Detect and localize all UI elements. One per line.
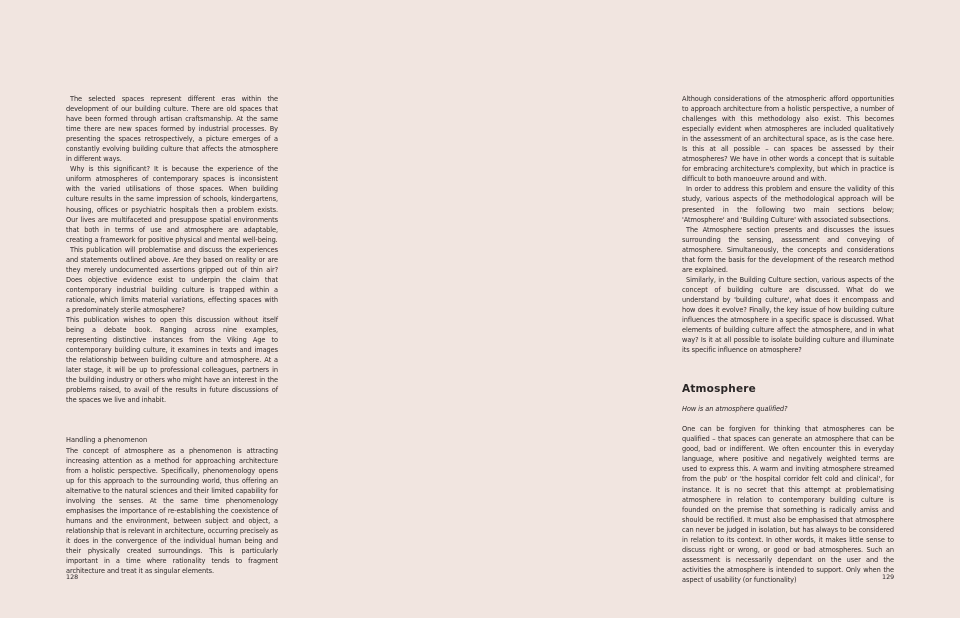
body-paragraph: In order to address this problem and ensure the validity of this study, various aspects of the methodological approach will be presented in the following two main sections below; 'Atmosphere' and 'Building Culture' with associated subsections.: [682, 185, 894, 224]
intro-paragraph: This publication wishes to open this discussion without itself being a debate book. Ranging across nine examples, representing distinctive instances from the Viking Age to contemporary building culture, it examines in texts and images the relationship between building culture and atmosphere. At a later stage, it will be up to professional colleagues, partners in the building industry or others who might have an interest in the problems raised, to avail of the results in future discussions of the spaces we live and inhabit.: [66, 316, 278, 405]
subheading: Handling a phenomenon: [66, 436, 148, 445]
page-number: 128: [66, 573, 79, 581]
right-text-column: [682, 94, 894, 585]
section-title: Atmosphere: [682, 383, 756, 396]
section-question: How is an atmosphere qualified?: [682, 405, 788, 414]
right-page: [480, 0, 960, 618]
body-paragraph: Similarly, in the Building Culture section, various aspects of the concept of building culture are discussed. What do we understand by 'building culture', what does it encompass and how does it evolve? Finally, the key issue of how building culture influences the atmosphere in a specific space is discussed. What elements of building culture affect the atmosphere, and in what way? Is it at all possible to isolate building culture and illuminate its specific influence on atmosphere?: [682, 275, 894, 355]
body-paragraph: The Atmosphere section presents and discusses the issues surrounding the sensing, assessment and conveying of atmosphere. Simultaneously, the concepts and considerations that form the basis for the development of the research method are explained.: [682, 225, 894, 274]
intro-paragraph: The selected spaces represent different eras within the development of our building culture. There are old spaces that have been formed through artisan craftsmanship. At the same time there are new spaces formed by industrial processes. By presenting the spaces retrospectively, a picture emerges of a constantly evolving building culture that affects the atmosphere in different ways.: [66, 95, 278, 164]
section-paragraph: One can be forgiven for thinking that atmospheres can be qualified – that spaces can generate an atmosphere that can be good, bad or indifferent. We often encounter this in everyday language, where positive and negatively weighted terms are used to express this. A warm and inviting atmosphere streamed from the pub' or 'the hospital corridor felt cold and clinical', for instance. It is no secret that this attempt at problematising atmosphere in relation to contemporary building culture is founded on the premise that something is radically amiss and should be rectified. It must also be emphasised that atmosphere can never be judged in isolation, but has always to be considered in relation to its context. In other words, it makes little sense to discuss right or wrong, or good or bad atmospheres. Such an assessment is necessarily dependant on the user and the activities the atmosphere is intended to support. Only when the aspect of usability (or functionality): [682, 425, 894, 584]
page-number: 129: [882, 573, 895, 581]
section-paragraph: The concept of atmosphere as a phenomenon is attracting increasing attention as a method for approaching architecture from a holistic perspective. Specifically, phenomenology opens up for this approach to the surrounding world, thus offering an alternative to the natural sciences and their limited capability for involving the senses. At the same time phenomenology emphasises the importance of re-establishing the coexistence of humans and the environment, between subject and object, a relationship that is relevant in architecture, occurring precisely as it does in the convergence of the individual human being and their physically created surroundings. This is particularly important in a time where rationality tends to fragment architecture and treat it as singular elements.: [66, 446, 278, 576]
intro-paragraph: This publication will problematise and discuss the experiences and statements outlined above. Are they based on reality or are they merely undocumented assertions gripped out of thin air? Does objective evidence exist to underpin the claim that contemporary industrial building culture is trapped within a rationale, which limits material variations, effecting spaces with a predominately sterile atmosphere?: [66, 245, 278, 314]
intro-paragraph: Why is this significant? It is because the experience of the uniform atmospheres of contemporary spaces is inconsistent with the varied utilisations of those spaces. When building culture results in the same impression of schools, kindergartens, housing, offices or psychiatric hospitals then a problem exists. Our lives are multifaceted and presuppose spatial environments that both in terms of use and atmosphere are adaptable, creating a framework for positive physical and mental well-being.: [66, 165, 278, 244]
body-paragraph: Although considerations of the atmospheric afford opportunities to approach architecture from a holistic perspective, a number of challenges with this methodology also exist. This becomes especially evident when atmospheres are included qualitatively in the assessment of an architectural space, as is the case here. Is this at all possible – can spaces be assessed by their atmospheres? We have in other words a concept that is suitable for embracing architecture's complexity, but which in practice is difficult to both manoeuvre around and with.: [682, 95, 894, 184]
left-text-column: [66, 94, 278, 576]
